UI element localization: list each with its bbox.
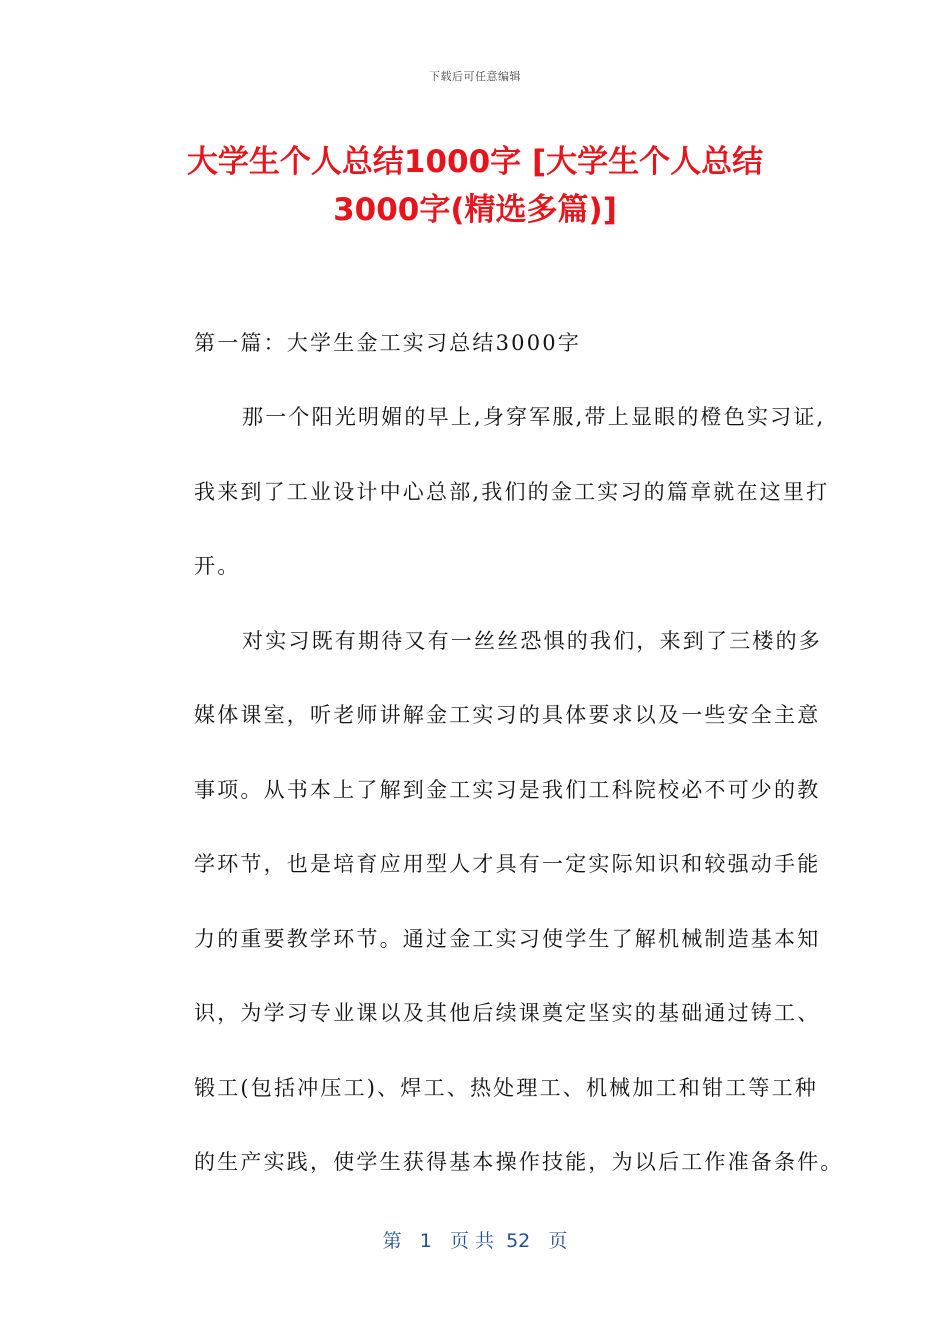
paragraph-line: 识，为学习专业课以及其他后续课奠定坚实的基础通过铸工、 [194, 1001, 821, 1025]
paragraph-line: 事项。从书本上了解到金工实习是我们工科院校必不可少的教 [194, 777, 821, 802]
footer-suffix: 页 [548, 1230, 568, 1252]
header-note: 下载后可任意编辑 [429, 70, 521, 83]
paragraph-line: 那一个阳光明媚的早上,身穿军服,带上显眼的橙色实习证, [242, 405, 826, 429]
section-heading: 第一篇：大学生金工实习总结3000字 [194, 331, 582, 355]
paragraph-line: 力的重要教学环节。通过金工实习使学生了解机械制造基本知 [194, 926, 821, 951]
total-pages-number: 52 [506, 1230, 531, 1252]
paragraph-1 [146, 380, 830, 604]
paragraph-line: 媒体课室，听老师讲解金工实习的具体要求以及一些安全主意 [194, 703, 821, 727]
paragraph-line: 开。 [194, 554, 241, 578]
document-title-line-1: 大学生个人总结1000字 [大学生个人总结 [186, 144, 764, 180]
document-title [120, 138, 830, 234]
document-title-line-2: 3000字(精选多篇)] [333, 192, 617, 228]
paragraph-line: 锻工(包括冲压工)、焊工、热处理工、机械加工和钳工等工种 [194, 1075, 818, 1100]
paragraph-line: 我来到了工业设计中心总部,我们的金工实习的篇章就在这里打 [194, 479, 830, 504]
page-footer [0, 1226, 950, 1253]
current-page-number: 1 [419, 1230, 432, 1252]
footer-prefix: 第 [382, 1230, 402, 1252]
paragraph-2 [146, 604, 844, 1200]
body-text [146, 380, 844, 1200]
paragraph-line: 学环节，也是培育应用型人才具有一定实际知识和较强动手能 [194, 852, 821, 876]
paragraph-line: 的生产实践，使学生获得基本操作技能，为以后工作准备条件。 [194, 1150, 844, 1174]
footer-middle: 页 共 [449, 1230, 494, 1252]
paragraph-line: 对实习既有期待又有一丝丝恐惧的我们，来到了三楼的多 [242, 628, 822, 653]
